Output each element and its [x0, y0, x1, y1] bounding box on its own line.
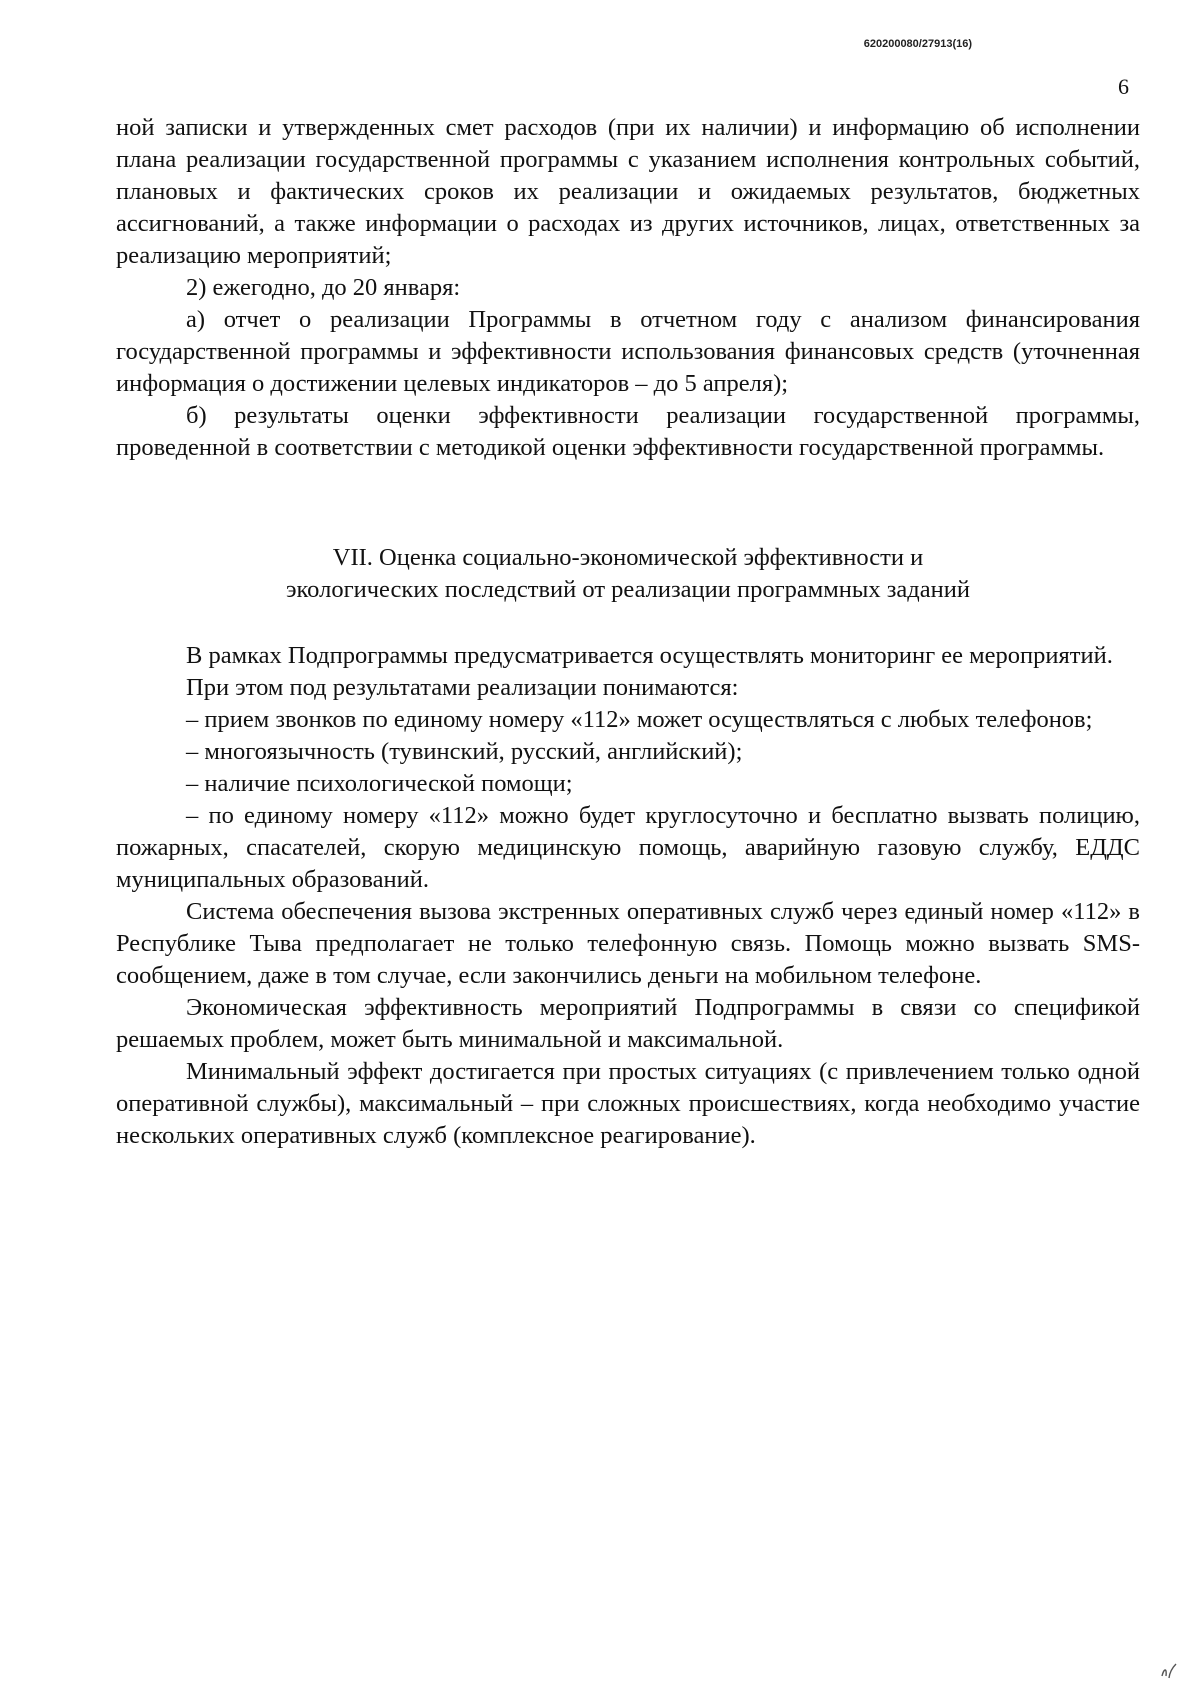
paragraph: При этом под результатами реализации понимаются:: [186, 674, 739, 701]
paragraph: В рамках Подпрограммы предусматривается осуществлять мониторинг ее мероприятий.: [186, 642, 1113, 669]
page-number: 6: [1118, 74, 1129, 99]
document-id: 620200080/27913(16): [863, 38, 972, 50]
list-item: – наличие психологической помощи;: [186, 770, 573, 797]
list-item: – по единому номеру «112» можно будет круглосуточно и бесплатно вызвать полицию, пожарных, спасателей, скорую медицинскую помощь, аварийную газовую службу, ЕДДС муниципальных образований.: [116, 802, 1140, 893]
list-item: – прием звонков по единому номеру «112» может осуществляться с любых телефонов;: [186, 706, 1093, 733]
paragraph: Система обеспечения вызова экстренных оперативных служб через единый номер «112» в Республике Тыва предполагает не только телефонную связь. Помощь можно вызвать SMS-сообщением, даже в том случае, если закончились деньги на мобильном телефоне.: [116, 898, 1140, 989]
paragraph: ной записки и утвержденных смет расходов (при их наличии) и информацию об исполнении плана реализации государственной программы с указанием исполнения контрольных событий, плановых и фактических сроков их реализации и ожидаемых результатов, бюджетных ассигнований, а также информации о расходах из других источников, лицах, ответственных за реализацию мероприятий;: [116, 114, 1140, 269]
paragraph: б) результаты оценки эффективности реализации государственной программы, проведенной в соответствии с методикой оценки эффективности государственной программы.: [116, 402, 1140, 461]
handwritten-mark-icon: [1158, 1658, 1182, 1682]
body-text-top: [116, 112, 1140, 464]
section-heading-line: экологических последствий от реализации программных заданий: [286, 576, 970, 603]
paragraph: Экономическая эффективность мероприятий Подпрограммы в связи со спецификой решаемых проблем, может быть минимальной и максимальной.: [116, 994, 1140, 1053]
paragraph: а) отчет о реализации Программы в отчетном году с анализом финансирования государственной программы и эффективности использования финансовых средств (уточненная информация о достижении целевых индикаторов – до 5 апреля);: [116, 306, 1140, 397]
paragraph: 2) ежегодно, до 20 января:: [186, 274, 461, 301]
section-heading-line: VII. Оценка социально-экономической эффективности и: [332, 544, 924, 571]
body-text-bottom: [116, 640, 1140, 1152]
section-heading: [116, 542, 1140, 606]
list-item: – многоязычность (тувинский, русский, английский);: [186, 738, 743, 765]
paragraph: Минимальный эффект достигается при простых ситуациях (с привлечением только одной оперативной службы), максимальный – при сложных происшествиях, когда необходимо участие нескольких оперативных служб (комплексное реагирование).: [116, 1058, 1140, 1149]
